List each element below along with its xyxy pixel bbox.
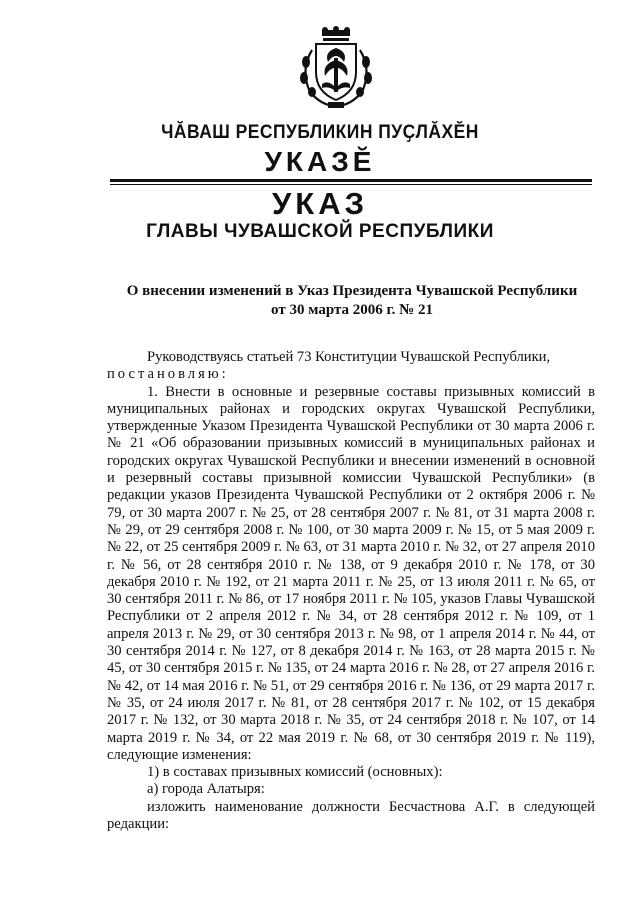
header-rule-thick	[110, 179, 592, 182]
document-title-line-1: О внесении изменений в Указ Президента Чувашской Республики	[126, 283, 578, 299]
document-body	[107, 349, 595, 833]
document-title-line-2: от 30 марта 2006 г. № 21	[271, 302, 433, 318]
item-a: а) города Алатыря:	[147, 781, 265, 798]
coat-of-arms-icon	[294, 26, 378, 110]
russian-header-title: ГЛАВЫ ЧУВАШСКОЙ РЕСПУБЛИКИ	[146, 221, 494, 242]
russian-ukaz-heading: УКАЗ	[271, 186, 368, 221]
item-text: изложить наименование должности Бесчастнова А.Г. в следующей редакции:	[107, 798, 595, 833]
header-rule-thin	[110, 184, 592, 185]
item-1: 1) в составах призывных комиссий (основных):	[147, 764, 443, 781]
chuvash-ukaze-heading: УКАЗӖ	[264, 146, 376, 177]
postanovlyayu: постановляю:	[107, 366, 229, 383]
chuvash-header-title: ЧӐВАШ РЕСПУБЛИКИН ПУҪЛӐХӖН	[161, 122, 479, 143]
document-title	[0, 282, 640, 320]
preamble: Руководствуясь статьей 73 Конституции Чувашской Республики,	[147, 349, 551, 365]
paragraph-1: 1. Внести в основные и резервные составы призывных комиссий в муниципальных районах и городских округах Чувашской Республики, утвержденные Указом Президента Чувашской Республики от 30 марта 2006 г. № 21 «Об образовании призывных комиссий в муниципальных районах и городских округах Чувашской Республики и внесении изменений в основной и резервный составы призывной комиссии Чувашской Республики» (в редакции указов Президента Чувашской Республики от 2 октября 2006 г. № 79, от 30 марта 2007 г. № 25, от 28 сентября 2007 г. № 81, от 31 марта 2008 г. № 29, от 29 сентября 2008 г. № 100, от 30 марта 2009 г. № 15, от 5 мая 2009 г. № 22, от 25 сентября 2009 г. № 63, от 31 марта 2010 г. № 32, от 27 апреля 2010 г. № 56, от 28 сентября 2010 г. № 138, от 9 декабря 2010 г. № 178, от 30 декабря 2010 г. № 192, от 21 марта 2011 г. № 25, от 13 июля 2011 г. № 65, от 30 сентября 2011 г. № 86, от 17 ноября 2011 г. № 105, указов Главы Чувашской Республики от 2 апреля 2012 г. № 34, от 28 сентября 2012 г. № 109, от 1 апреля 2013 г. № 29, от 30 сентября 2013 г. № 98, от 1 апреля 2014 г. № 44, от 30 сентября 2014 г. № 127, от 8 декабря 2014 г. № 163, от 28 марта 2015 г. № 45, от 30 сентября 2015 г. № 135, от 24 марта 2016 г. № 28, от 27 апреля 2016 г. № 42, от 14 мая 2016 г. № 51, от 29 сентября 2016 г. № 136, от 29 марта 2017 г. № 35, от 24 июля 2017 г. № 81, от 28 сентября 2017 г. № 102, от 15 декабря 2017 г. № 132, от 30 марта 2018 г. № 35, от 24 сентября 2018 г. № 107, от 14 марта 2019 г. № 34, от 22 мая 2019 г. № 68, от 30 сентября 2019 г. № 119), следующие изменения:	[107, 383, 595, 763]
